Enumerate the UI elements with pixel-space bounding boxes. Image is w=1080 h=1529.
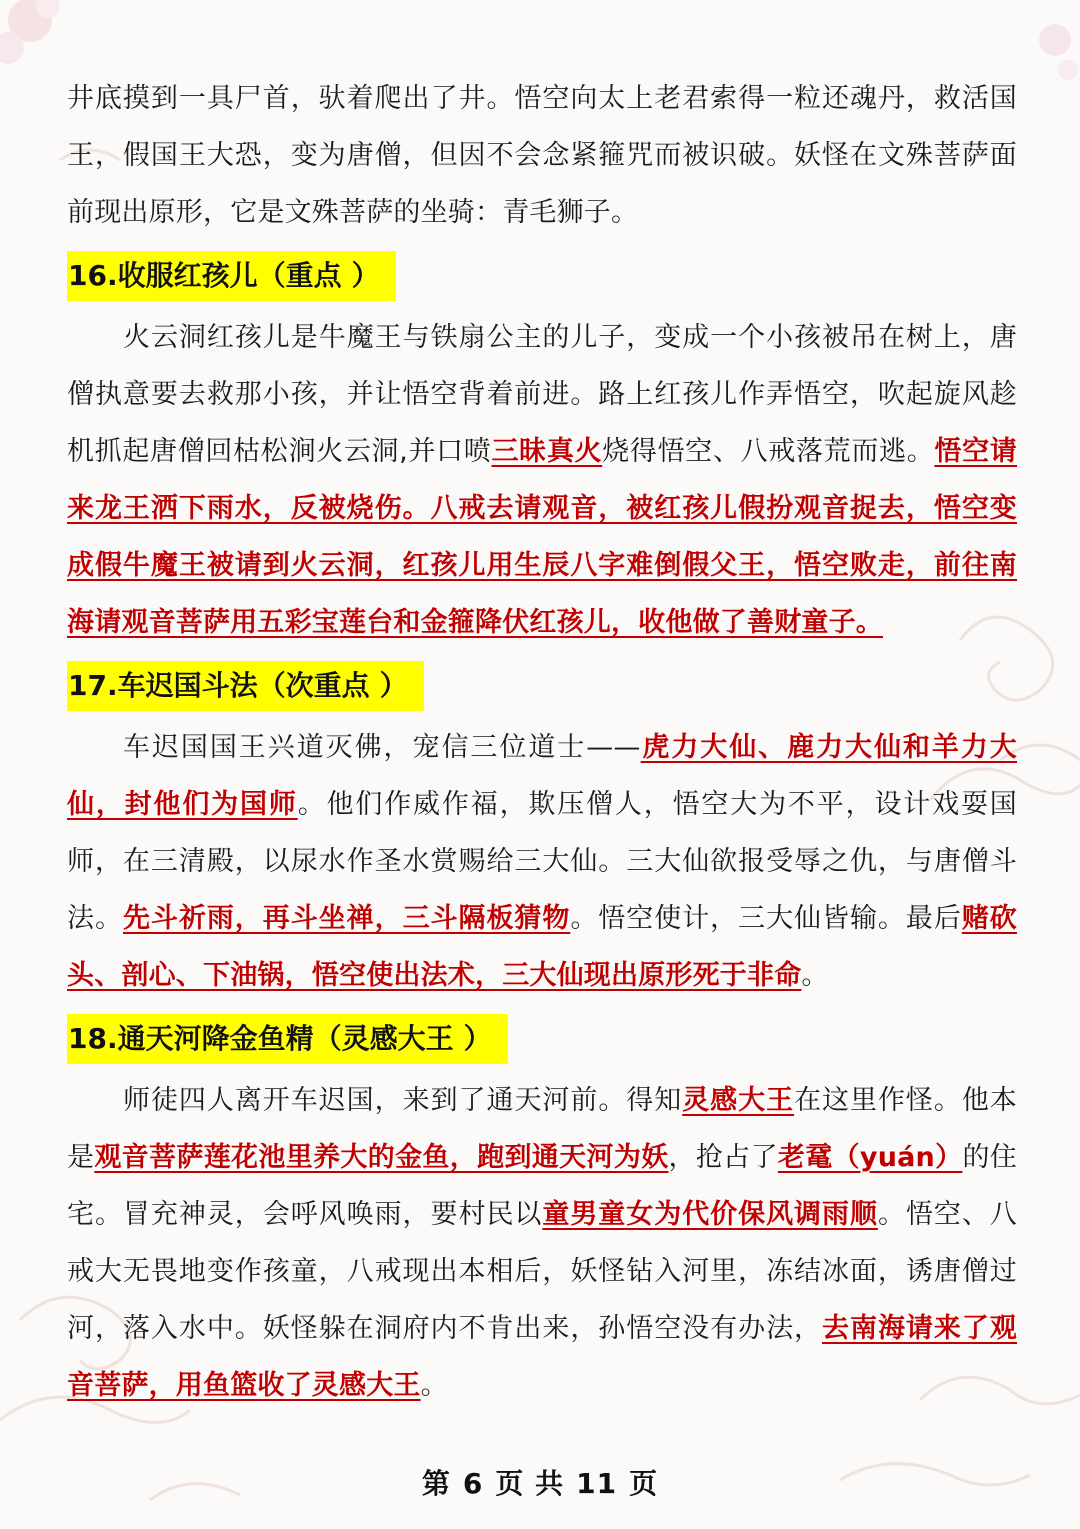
heading-close: ）	[379, 669, 408, 702]
key-point: 观音菩萨莲花池里养大的金鱼，跑到通天河为妖	[94, 1142, 669, 1173]
text: 空、八戒大无畏地变作孩童，八戒现出本相后，妖怪钻入河里，冻结冰面，	[67, 1199, 1018, 1287]
text: 车迟国国王兴道灭佛，宠信三位道士——	[123, 732, 641, 763]
intro-line: 萨面前现出原形，它是文殊菩萨的坐骑：青毛狮子。	[67, 140, 1017, 228]
key-point: 前往南海请观音菩萨用五彩宝莲台和金箍降伏红孩儿，收他做了善财童子。	[67, 550, 1017, 638]
text: 。悟	[877, 1199, 934, 1230]
text: 的住宅。冒充神灵，会呼风唤雨，要村民以	[67, 1142, 1017, 1230]
heading-title: 18.通天河降金鱼精（灵感大王	[68, 1022, 454, 1055]
footer-mid: 页 共	[495, 1467, 565, 1500]
key-point: 悟空请来龙王洒下雨水，反被烧伤。八戒去请观音，被红孩儿假扮观音捉去，	[67, 436, 1017, 524]
footer-prefix: 第	[421, 1467, 451, 1500]
text: 在这里作怪。他	[794, 1085, 990, 1116]
intro-paragraph	[67, 70, 1017, 241]
text: ，抢占了	[668, 1142, 778, 1173]
key-point: 去南	[822, 1313, 878, 1344]
section-heading-16	[67, 251, 396, 301]
section-heading-18	[67, 1014, 508, 1064]
key-point: 灵感大王	[682, 1085, 795, 1116]
heading-title: 17.车迟国斗法（次重点	[68, 669, 370, 702]
text: 诱唐僧过河，落入水中。妖怪躲在洞府内不肯出来，孙悟空没有办法，	[67, 1256, 1017, 1344]
key-point: 童男童女为代价保风调雨顺	[542, 1199, 878, 1230]
intro-line: 井底摸到一具尸首，驮着爬出了井。悟空向太上老君索得一粒还魂丹，救活	[67, 83, 990, 114]
key-point: 老鼋（yuán）	[777, 1142, 963, 1173]
text: 本是	[67, 1085, 1017, 1173]
heading-close: ）	[351, 259, 380, 292]
plum-blossom-decoration	[0, 0, 1078, 80]
total-page-count: 11	[576, 1467, 618, 1500]
text: 唐僧执意要去救那小孩，并让悟空背着前进。路上红孩儿作弄悟空，吹起旋	[67, 322, 1017, 410]
key-point: 赌砍头、剖心、下油锅，悟空使出法术，三大仙现出原形死于非命	[67, 903, 1017, 991]
text: 师徒四人离开车迟国，来到了通天河前。得知	[123, 1085, 683, 1116]
page-content	[67, 70, 1017, 1414]
key-point: 三昧真火	[491, 436, 603, 467]
intro-line: 国王，假国王大恐，变为唐僧，但因不会念紧箍咒而被识破。妖怪在文殊菩	[67, 83, 1017, 171]
text: 。	[801, 960, 829, 991]
text: 。他们作威作福，欺压僧人，悟空大为不平，设计戏耍国	[297, 789, 1017, 820]
text: 。	[420, 1370, 448, 1401]
key-point: 海请来了观音菩萨，用鱼篮收了灵感大王	[67, 1313, 1018, 1401]
section-18-paragraph	[67, 1072, 1017, 1414]
text: 火云洞红孩儿是牛魔王与铁扇公主的儿子，变成一个小孩被吊在树上，	[123, 322, 990, 353]
section-16-paragraph	[67, 309, 1017, 651]
key-point: 先斗祈雨，再斗坐禅，三斗隔板猜物	[122, 903, 571, 934]
heading-title: 16.收服红孩儿（重点	[68, 259, 342, 292]
text: 师，在三清殿，以尿水作圣水赏赐给三大仙。三大仙欲报受辱之仇，与唐僧	[67, 846, 990, 877]
current-page-number: 6	[462, 1467, 484, 1500]
text: 风趁机抓起唐僧回枯松涧火云洞,并口喷	[67, 379, 1017, 467]
section-17-paragraph	[67, 719, 1017, 1004]
key-point: 虎力大仙、鹿力大仙和羊力大	[640, 732, 1017, 763]
footer-suffix: 页	[629, 1467, 659, 1500]
text: 斗法。	[67, 846, 1017, 934]
page-footer	[0, 1462, 1080, 1502]
section-heading-17	[67, 661, 424, 711]
heading-close: ）	[463, 1022, 492, 1055]
text: 烧得悟空、八戒落荒而逃。	[602, 436, 935, 467]
key-point: 悟空变成假牛魔王被请到火云洞，红孩儿用生辰八字难倒假父王，悟空败走，	[67, 493, 1017, 581]
text: 。悟空使计，三大仙皆输。最后	[570, 903, 962, 934]
key-point: 仙，封他们为国师	[67, 789, 298, 820]
